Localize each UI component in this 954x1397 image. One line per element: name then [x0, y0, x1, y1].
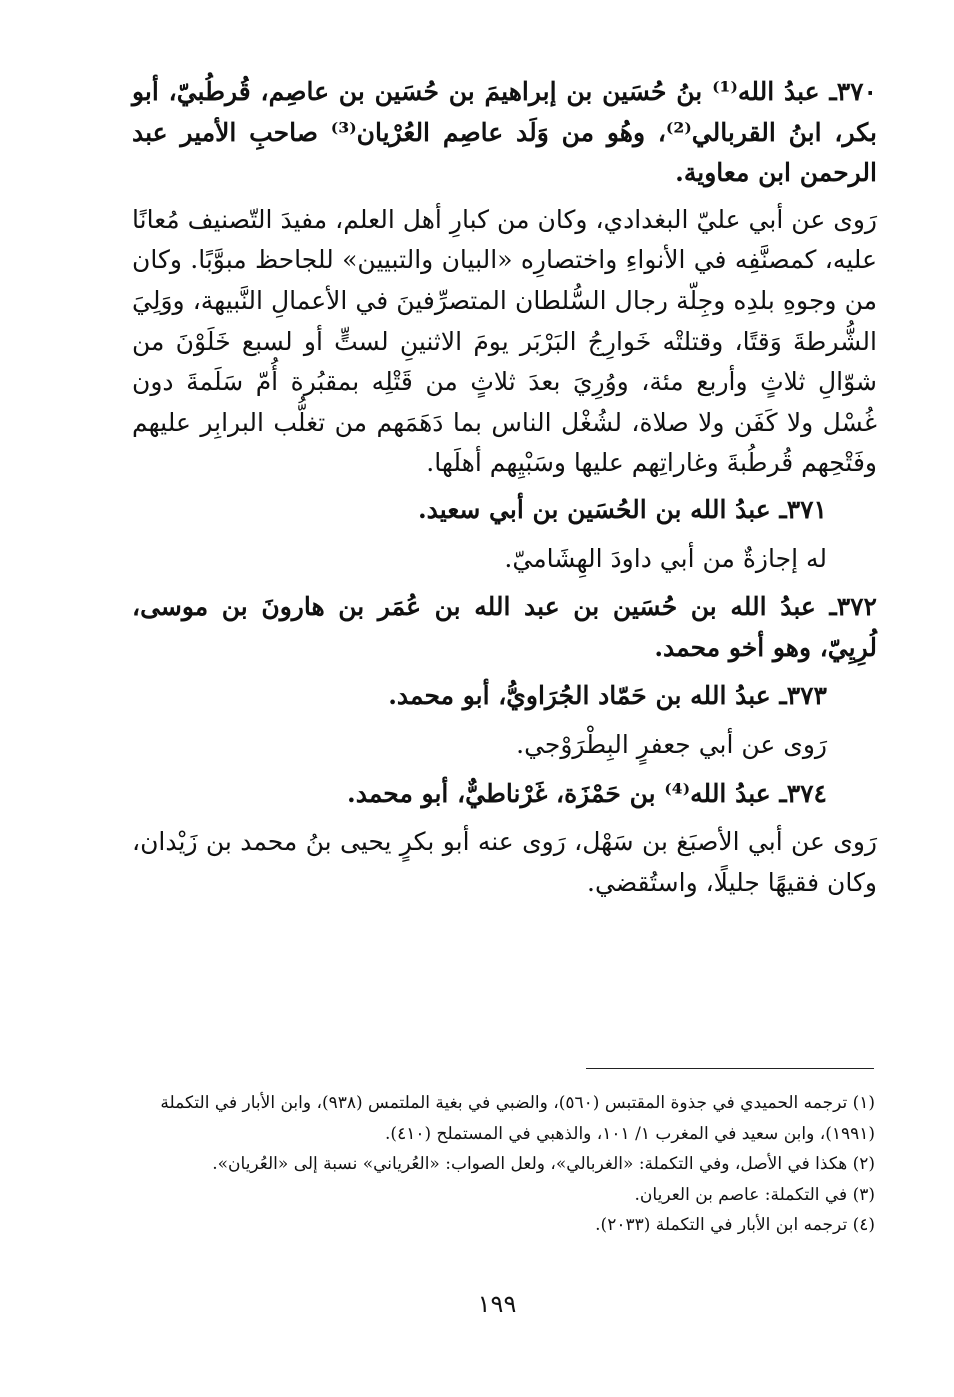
- entry-370-heading: [132, 72, 877, 194]
- footnote-1: (١) ترجمه الحميدي في جذوة المقتبس (٥٦٠)، والضبي في بغية الملتمس (٩٣٨)، وابن الأبار في التكملة (١٩٩١)، وابن سعيد في المغرب ١/ ١٠١، والذهبي في المستملح (٤١٠).: [160, 1093, 875, 1144]
- page-number: ١٩٩: [477, 1290, 517, 1318]
- footnote-separator-line: [586, 1068, 874, 1069]
- entry-373-body: رَوى عن أبي جعفرٍ البِطْرَوْجي.: [516, 729, 827, 759]
- entry-370-body: رَوى عن أبي عليّ البغدادي، وكان من كبارِ أهل العلم، مفيدَ التّصنيف مُعانًا عليه، كمصنَّفِه في الأنواءِ واختصارِه «البيان والتبيين» للجاحظ مبوَّبًا. وكان من وجوهِ بلدِه وجِلّة رجال السُّلطان المتصرِّفينَ في الأعمالِ النَّبيهة، ووَلِيَ الشُّرطةَ وَقتًا، وقتلتْه خَوارِجُ البَرْبَر يومَ الاثنينِ لستٍّ أو لسبع خَلَوْنَ من شوّالِ ثلاثٍ وأربع مئة، ووُرِيَ بعدَ ثلاثٍ من قَتْلِه بمقبُرة أُمّ سَلَمةَ دون غُسْل ولا كَفَن ولا صلاة، لشُغْل الناس بما دَهَمَهم من تغلُّب البرابِر عليهم وفَتْحِهم قُرطُبةَ وغاراتِهم عليها وسَبْيِهم أهلَها.: [132, 204, 877, 478]
- entry-371-heading: ٣٧١ـ عبدُ الله بن الحُسَين بن أبي سعيد.: [417, 494, 827, 524]
- entry-374-body: رَوى عن أبي الأصبَغ بن سَهْل، رَوى عنه أبو بكرٍ يحيى بنُ محمد بن زَيْدان، وكان فقيهًا جليلًا، واستُقضي.: [132, 827, 877, 897]
- footnotes-block: [132, 1088, 875, 1241]
- footnote-2: (٢) هكذا في الأصل، وفي التكملة: «الغربالي»، ولعل الصواب: «العُرياني» نسبة إلى «العُريان».: [212, 1154, 875, 1174]
- entry-371-body: له إجازةٌ من أبي داودَ الهِشَاميّ.: [504, 543, 827, 573]
- footnote-3: (٣) في التكملة: عاصم بن العريان.: [634, 1184, 875, 1205]
- entry-373-heading: ٣٧٣ـ عبدُ الله بن حَمّاد الجُرَاويُّ، أبو محمد.: [388, 681, 827, 711]
- entry-374-heading: ٣٧٤ـ عبدُ الله⁽⁴⁾ بن حَمْزَة، غَرْناطيٌّ، أبو محمد.: [347, 778, 827, 808]
- main-text-area: [132, 72, 877, 911]
- footnote-4: (٤) ترجمه ابن الأبار في التكملة (٢٠٣٣).: [595, 1215, 875, 1235]
- entry-370-heading-text: ٣٧٠ـ عبدُ الله⁽¹⁾ بنُ حُسَين بن إبراهيمَ بن حُسَين بن عاصِم، قُرطُبيّ، أبو بكر، ابنُ القربالي⁽²⁾، وهُو من وَلَد عاصِم العُرْيان⁽³⁾ صاحبِ الأمير عبد الرحمن ابن معاوية.: [132, 77, 878, 188]
- entry-372-heading: ٣٧٢ـ عبدُ الله بن حُسَين بن عبد الله بن عُمَر بن هارونَ بن موسى، لُرِيِيّ، وهو أخو محمد.: [132, 592, 877, 662]
